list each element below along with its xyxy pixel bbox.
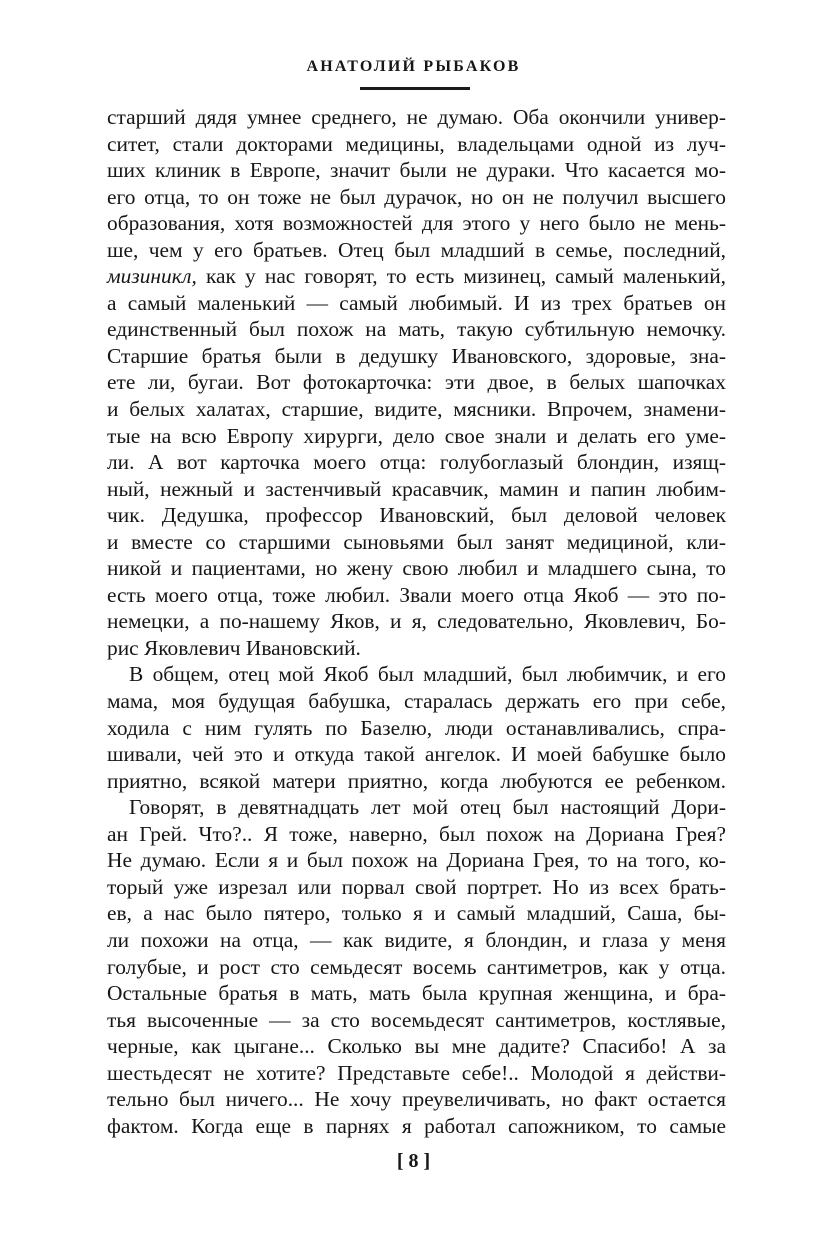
text-line: чик. Дедушка, профессор Ивановский, был деловой человек	[107, 503, 726, 528]
text-line: рис Яковлевич Ивановский.	[107, 635, 361, 660]
text-line: Остальные братья в мать, мать была крупная женщина, и бра-	[107, 981, 726, 1006]
text-line: ан Грей. Что?.. Я тоже, наверно, был похож на Дориана Грея?	[107, 821, 726, 846]
text-line: тые на всю Европу хирурги, дело свое знали и делать его уме-	[107, 423, 726, 448]
page-number: [ 8 ]	[396, 1150, 431, 1172]
text-line: ли. А вот карточка моего отца: голубоглазый блондин, изящ-	[107, 450, 726, 475]
text-line: ших клиник в Европе, значит были не дураки. Что касается мо-	[107, 158, 726, 183]
text-line: ете ли, бугаи. Вот фотокарточка: эти двое, в белых шапочках	[107, 370, 726, 395]
text-line: и белых халатах, старшие, видите, мясники. Впрочем, знамени-	[107, 397, 726, 422]
text-line: черные, как цыгане... Сколько вы мне дадите? Спасибо! А за	[107, 1034, 726, 1059]
text-line: приятно, всякой матери приятно, когда любуются ее ребенком.	[107, 768, 726, 793]
text-line: мама, моя будущая бабушка, старалась держать его при себе,	[107, 689, 726, 714]
text-line: единственный был похож на мать, такую субтильную немочку.	[107, 317, 726, 342]
text-line: тья высоченные — за сто восемьдесят сантиметров, костлявые,	[107, 1007, 726, 1032]
text-line: торый уже изрезал или порвал свой портрет. Но из всех брать-	[107, 874, 726, 899]
text-line: и вместе со старшими сыновьями был занят медициной, кли-	[107, 529, 726, 554]
text-line: образования, хотя возможностей для этого у него было не мень-	[107, 211, 726, 236]
body-text	[107, 104, 726, 1139]
text-line: шивали, чей это и откуда такой ангелок. И моей бабушке было	[107, 742, 726, 767]
text-line: голубые, и рост сто семьдесят восемь сантиметров, как у отца.	[107, 954, 726, 979]
text-line	[107, 263, 726, 290]
text-line: ли похожи на отца, — как видите, я блондин, и глаза у меня	[107, 927, 726, 952]
text-line: ходила с ним гулять по Базелю, люди останавливались, спра-	[107, 715, 726, 740]
text-line: ный, нежный и застенчивый красавчик, мамин и папин любим-	[107, 476, 726, 501]
text-line: немецки, а по-нашему Яков, и я, следовательно, Яковлевич, Бо-	[107, 609, 726, 634]
text-line: Говорят, в девятнадцать лет мой отец был настоящий Дори-	[129, 795, 726, 820]
text-line: его отца, то он тоже не был дурачок, но он не получил высшего	[107, 184, 726, 209]
text-line: ше, чем у его братьев. Отец был младший в семье, последний,	[107, 237, 726, 262]
text-line: Не думаю. Если я и был похож на Дориана Грея, то на того, ко-	[107, 848, 726, 873]
text-line: шестьдесят не хотите? Представьте себе!.. Молодой я действи-	[107, 1060, 726, 1085]
header-rule	[360, 87, 470, 90]
text-line: фактом. Когда еще в парнях я работал сапожником, то самые	[107, 1113, 726, 1138]
text-line: тельно был ничего... Не хочу преувеличивать, но факт остается	[107, 1087, 726, 1112]
text-line: а самый маленький — самый любимый. И из трех братьев он	[107, 290, 726, 315]
text-line: ев, а нас было пятеро, только я и самый младший, Саша, бы-	[107, 901, 726, 926]
text-line: есть моего отца, тоже любил. Звали моего отца Якоб — это по-	[107, 582, 726, 607]
text-line: старший дядя умнее среднего, не думаю. Оба окончили универ-	[107, 105, 726, 129]
text-line: ситет, стали докторами медицины, владельцами одной из луч-	[107, 131, 726, 156]
italic-word: мизиникл,	[107, 264, 197, 289]
running-head-author: АНАТОЛИЙ РЫБАКОВ	[306, 58, 521, 75]
text-line: В общем, отец мой Якоб был младший, был любимчик, и его	[129, 662, 726, 687]
text-line: никой и пациентами, но жену свою любил и младшего сына, то	[107, 556, 726, 581]
line-rest: как у нас говорят, то есть мизинец, самый маленький,	[205, 264, 726, 289]
text-line: Старшие братья были в дедушку Ивановского, здоровые, зна-	[107, 343, 726, 368]
